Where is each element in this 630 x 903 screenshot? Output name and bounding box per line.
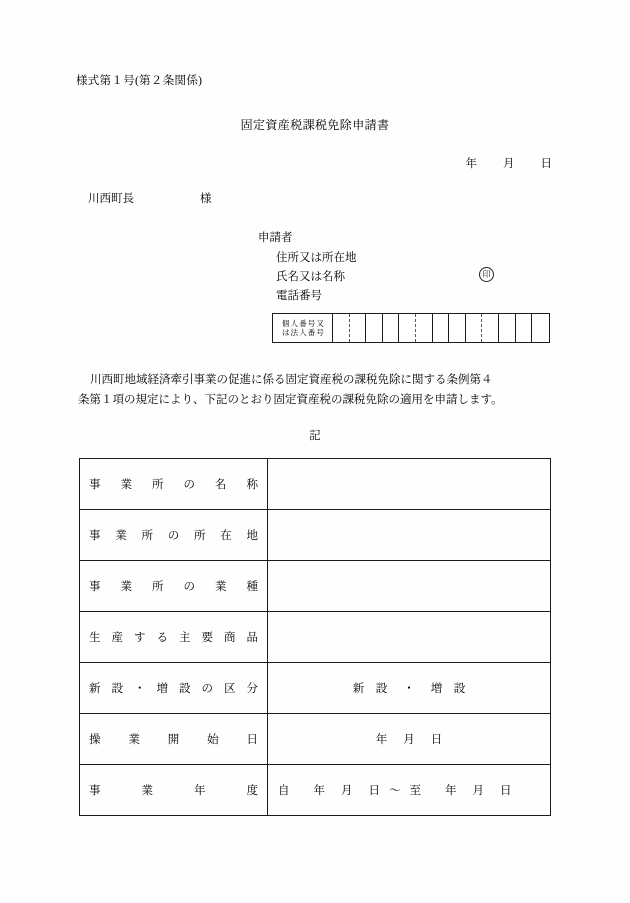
fy-year-to: 年: [445, 785, 457, 797]
seal-icon: 印: [479, 267, 494, 282]
fy-from-label: 自: [278, 785, 290, 797]
table-row: [80, 765, 551, 816]
table-row: [80, 510, 551, 561]
addressee-honorific: 様: [200, 193, 212, 205]
number-box-label: [273, 314, 333, 342]
date-year-label: 年: [465, 158, 477, 170]
number-box: [272, 313, 550, 343]
number-box-cell[interactable]: [532, 314, 549, 342]
number-box-cell[interactable]: [516, 314, 533, 342]
row-value-operation-start-date: [268, 714, 551, 765]
row-value-fiscal-year: [268, 765, 551, 816]
table-row: [80, 561, 551, 612]
row-value-business-name[interactable]: [268, 459, 551, 510]
row-label-fiscal-year: 事業年度: [80, 765, 268, 816]
row-label-business-name: 事業所の名称: [80, 459, 268, 510]
choice-separator: ・: [403, 683, 415, 695]
row-label-new-or-expansion: 新設・増設の区分: [80, 663, 268, 714]
row-label-business-address: 事業所の所在地: [80, 510, 268, 561]
applicant-name-label: 氏名又は名称: [276, 271, 345, 283]
row-value-business-address[interactable]: [268, 510, 551, 561]
number-box-cell[interactable]: [433, 314, 450, 342]
application-table: [79, 458, 551, 816]
number-box-cell[interactable]: [383, 314, 400, 342]
fy-month-from: 月: [341, 785, 353, 797]
date-month-label: 月: [503, 158, 515, 170]
body-line-2: 条第１項の規定により、下記のとおり固定資産税の課税免除の適用を申請します。: [78, 394, 503, 406]
number-box-cell[interactable]: [449, 314, 466, 342]
row-value-business-type[interactable]: [268, 561, 551, 612]
table-row: [80, 612, 551, 663]
date-day-label: 日: [540, 158, 552, 170]
number-box-cell[interactable]: [350, 314, 367, 342]
choice-expansion[interactable]: 増 設: [430, 683, 466, 695]
number-box-cell[interactable]: [399, 314, 416, 342]
row-label-operation-start-date: 操業開始日: [80, 714, 268, 765]
number-box-label-line2: は法人番号: [282, 328, 325, 337]
table-row: [80, 459, 551, 510]
ki-marker: 記: [309, 430, 321, 442]
applicant-phone-label: 電話番号: [276, 290, 322, 302]
form-number: 様式第１号(第２条関係): [76, 75, 203, 87]
fy-year-from: 年: [313, 785, 325, 797]
start-year-label: 年: [375, 734, 388, 746]
number-box-cell[interactable]: [333, 314, 350, 342]
number-box-cell[interactable]: [466, 314, 483, 342]
number-box-cell[interactable]: [366, 314, 383, 342]
row-label-main-products: 生産する主要商品: [80, 612, 268, 663]
date-line: [0, 155, 552, 171]
choice-new[interactable]: 新 設: [352, 683, 388, 695]
number-box-cells: [333, 314, 549, 342]
row-value-main-products[interactable]: [268, 612, 551, 663]
page-title: 固定資産税課税免除申請書: [240, 118, 390, 132]
addressee: [88, 190, 212, 206]
start-day-label: 日: [430, 734, 443, 746]
fy-to-label: 至: [409, 785, 421, 797]
fy-month-to: 月: [472, 785, 484, 797]
table-row: [80, 714, 551, 765]
row-value-new-or-expansion: [268, 663, 551, 714]
number-box-label-line1: 個人番号又: [282, 318, 325, 328]
applicant-heading: 申請者: [258, 232, 293, 244]
number-box-cell[interactable]: [499, 314, 516, 342]
body-line-1: 川西町地域経済牽引事業の促進に係る固定資産税の課税免除に関する条例第４: [90, 374, 493, 386]
addressee-name: 川西町長: [88, 193, 134, 205]
applicant-address-label: 住所又は所在地: [276, 252, 357, 264]
fy-tilde: ～: [389, 785, 401, 797]
table-row: [80, 663, 551, 714]
fy-day-to: 日: [500, 785, 512, 797]
body-paragraph: [78, 370, 556, 410]
number-box-cell[interactable]: [416, 314, 433, 342]
number-box-cell[interactable]: [482, 314, 499, 342]
row-label-business-type: 事業所の業種: [80, 561, 268, 612]
start-month-label: 月: [403, 734, 415, 746]
fy-day-from: 日: [368, 785, 380, 797]
